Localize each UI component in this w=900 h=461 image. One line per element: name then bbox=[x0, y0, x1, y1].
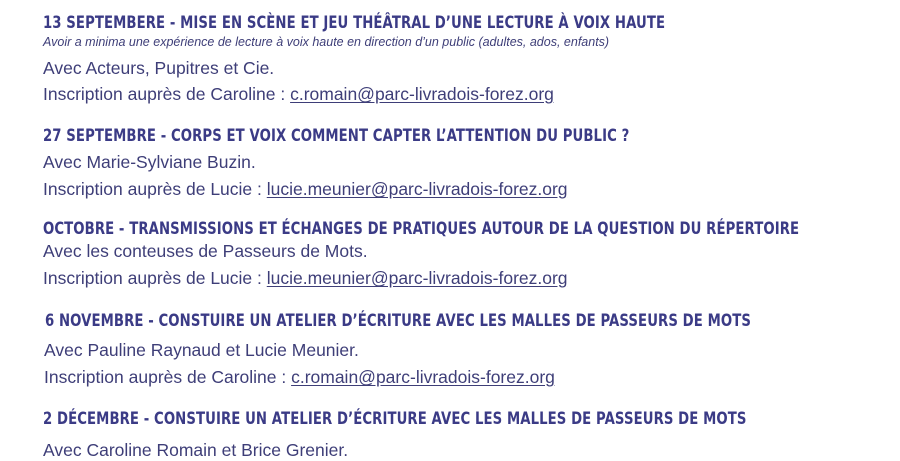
event-title: 2 DÉCEMBRE - CONSTUIRE UN ATELIER D’ÉCRITURE AVEC LES MALLES DE PASSEURS DE MOTS bbox=[43, 409, 747, 429]
registration-label: Inscription auprès de Caroline : bbox=[44, 367, 292, 387]
event-note: Avoir a minima une expérience de lecture à voix haute en direction d’un public (adultes, ados, enfants) bbox=[43, 35, 610, 49]
event-with: Avec Marie-Sylviane Buzin. bbox=[43, 152, 256, 172]
event-with: Avec Acteurs, Pupitres et Cie. bbox=[43, 58, 275, 78]
registration-label: Inscription auprès de Lucie : bbox=[43, 268, 267, 288]
email-link[interactable]: c.romain@parc-livradois-forez.org bbox=[291, 367, 555, 387]
event-title: 27 SEPTEMBRE - CORPS ET VOIX COMMENT CAPTER L’ATTENTION DU PUBLIC ? bbox=[43, 126, 630, 146]
registration-label: Inscription auprès de Lucie : bbox=[43, 179, 267, 199]
event-with: Avec Caroline Romain et Brice Grenier. bbox=[43, 440, 349, 460]
event-title: OCTOBRE - TRANSMISSIONS ET ÉCHANGES DE PRATIQUES AUTOUR DE LA QUESTION DU RÉPERTOIRE bbox=[43, 219, 800, 239]
event-title: 13 SEPTEMBERE - MISE EN SCÈNE ET JEU THÉÂTRAL D’UNE LECTURE À VOIX HAUTE bbox=[43, 13, 666, 33]
email-link[interactable]: c.romain@parc-livradois-forez.org bbox=[290, 84, 554, 104]
email-link[interactable]: lucie.meunier@parc-livradois-forez.org bbox=[266, 179, 568, 199]
event-registration bbox=[44, 366, 555, 388]
email-link[interactable]: lucie.meunier@parc-livradois-forez.org bbox=[266, 268, 568, 288]
event-registration bbox=[43, 267, 568, 289]
registration-label: Inscription auprès de Caroline : bbox=[43, 84, 291, 104]
event-with: Avec les conteuses de Passeurs de Mots. bbox=[43, 241, 368, 261]
event-registration bbox=[43, 178, 568, 200]
event-with: Avec Pauline Raynaud et Lucie Meunier. bbox=[44, 340, 359, 360]
event-title: 6 NOVEMBRE - CONSTUIRE UN ATELIER D’ÉCRITURE AVEC LES MALLES DE PASSEURS DE MOTS bbox=[45, 311, 751, 331]
event-registration bbox=[43, 83, 554, 105]
